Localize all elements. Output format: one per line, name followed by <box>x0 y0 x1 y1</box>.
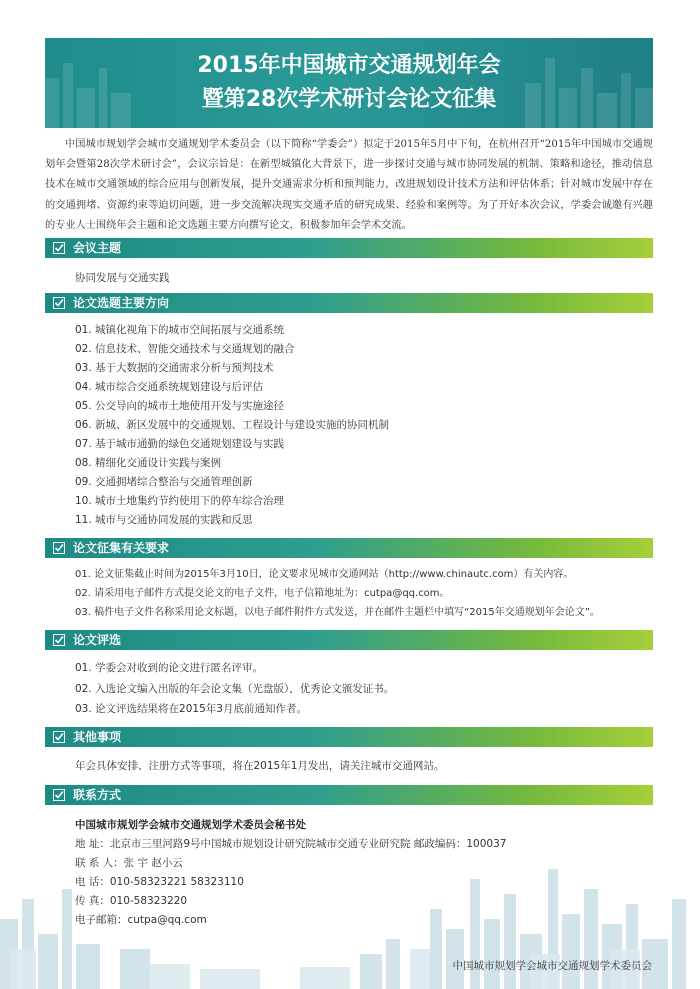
checkbox-icon <box>53 242 65 254</box>
contact-fax: 传 真：010-58323220 <box>75 895 188 907</box>
list-item: 协同发展与交通实践 <box>75 272 170 284</box>
list-item: 05. 公交导向的城市土地使用开发与实施途径 <box>75 400 285 412</box>
section-header-other <box>45 727 653 747</box>
section-header-contact <box>45 785 653 805</box>
checkbox-icon <box>53 789 65 801</box>
list-item: 03. 论文评选结果将在2015年3月底前通知作者。 <box>75 703 307 715</box>
contact-email: 电子邮箱：cutpa@qq.com <box>75 914 207 926</box>
intro-paragraph: 中国城市规划学会城市交通规划学术委员会（以下简称“学委会”）拟定于2015年5月中下旬，在杭州召开“2015年中国城市交通规划年会暨第28次学术研讨会”，会议宗旨是：在新型城镇化大背景下，进一步探讨交通与城市协同发展的机制、策略和途径，推动信息技术在城市交通领域的综合应用与创新发展，提升交通需求分析和预判能力，改进规划设计技术方法和评估体系；针对城市发展中存在的交通拥堵、资源约束等迫切问题，进一步交流解决现实交通矛盾的研究成果、经验和案例等。为了开好本次会议，学委会诚邀有兴趣的专业人士围绕年会主题和论文选题主要方向撰写论文，积极参加年会学术交流。 <box>45 139 653 231</box>
list-item: 年会具体安排、注册方式等事项，将在2015年1月发出，请关注城市交通网站。 <box>75 760 445 772</box>
contact-person: 联 系 人：张 宇 赵小云 <box>75 857 183 869</box>
section-title: 联系方式 <box>73 788 122 802</box>
list-item: 03. 稿件电子文件名称采用论文标题，以电子邮件附件方式发送，并在邮件主题栏中填写“2015年交通规划年会论文”。 <box>75 607 600 618</box>
list-item: 01. 论文征集截止时间为2015年3月10日，论文要求见城市交通网站（http://www.chinautc.com）有关内容。 <box>75 569 574 580</box>
list-item: 01. 城镇化视角下的城市空间拓展与交通系统 <box>75 324 285 336</box>
list-item: 11. 城市与交通协同发展的实践和反思 <box>75 514 253 526</box>
section-title: 论文选题主要方向 <box>73 296 170 310</box>
list-item: 03. 基于大数据的交通需求分析与预判技术 <box>75 362 274 374</box>
checkbox-icon <box>53 542 65 554</box>
title-banner <box>45 38 653 128</box>
contact-address: 地 址：北京市三里河路9号中国城市规划设计研究院城市交通专业研究院 邮政编码：100037 <box>75 838 507 850</box>
banner-title-line1: 2015年中国城市交通规划年会 <box>197 53 501 78</box>
section-title: 论文评选 <box>73 633 122 647</box>
list-item: 04. 城市综合交通系统规划建设与后评估 <box>75 381 264 393</box>
list-item: 09. 交通拥堵综合整治与交通管理创新 <box>75 476 253 488</box>
list-item: 08. 精细化交通设计实践与案例 <box>75 457 222 469</box>
contact-phone: 电 话：010-58323221 58323110 <box>75 876 244 888</box>
list-item: 06. 新城、新区发展中的交通规划、工程设计与建设实施的协同机制 <box>75 419 390 431</box>
list-item: 02. 信息技术、智能交通技术与交通规划的融合 <box>75 343 295 355</box>
banner-title-line2: 暨第28次学术研讨会论文征集 <box>201 87 497 112</box>
section-header-topics <box>45 293 653 313</box>
checkbox-icon <box>53 297 65 309</box>
contact-organization: 中国城市规划学会城市交通规划学术委员会秘书处 <box>75 819 306 831</box>
section-header-theme <box>45 238 653 258</box>
section-title: 论文征集有关要求 <box>73 541 170 555</box>
section-header-review <box>45 630 653 650</box>
checkbox-icon <box>53 634 65 646</box>
list-item: 10. 城市土地集约节约使用下的停车综合治理 <box>75 495 285 507</box>
list-item: 02. 入选论文编入出版的年会论文集（光盘版），优秀论文颁发证书。 <box>75 683 395 695</box>
checkbox-icon <box>53 731 65 743</box>
section-title: 会议主题 <box>73 241 122 255</box>
section-title: 其他事项 <box>73 730 122 744</box>
footer-organization: 中国城市规划学会城市交通规划学术委员会 <box>452 960 652 972</box>
list-item: 01. 学委会对收到的论文进行匿名评审。 <box>75 662 264 674</box>
section-header-requirements <box>45 538 653 558</box>
list-item: 07. 基于城市通勤的绿色交通规划建设与实践 <box>75 438 285 450</box>
list-item: 02. 请采用电子邮件方式提交论文的电子文件，电子信箱地址为：cutpa@qq.com。 <box>75 588 450 599</box>
